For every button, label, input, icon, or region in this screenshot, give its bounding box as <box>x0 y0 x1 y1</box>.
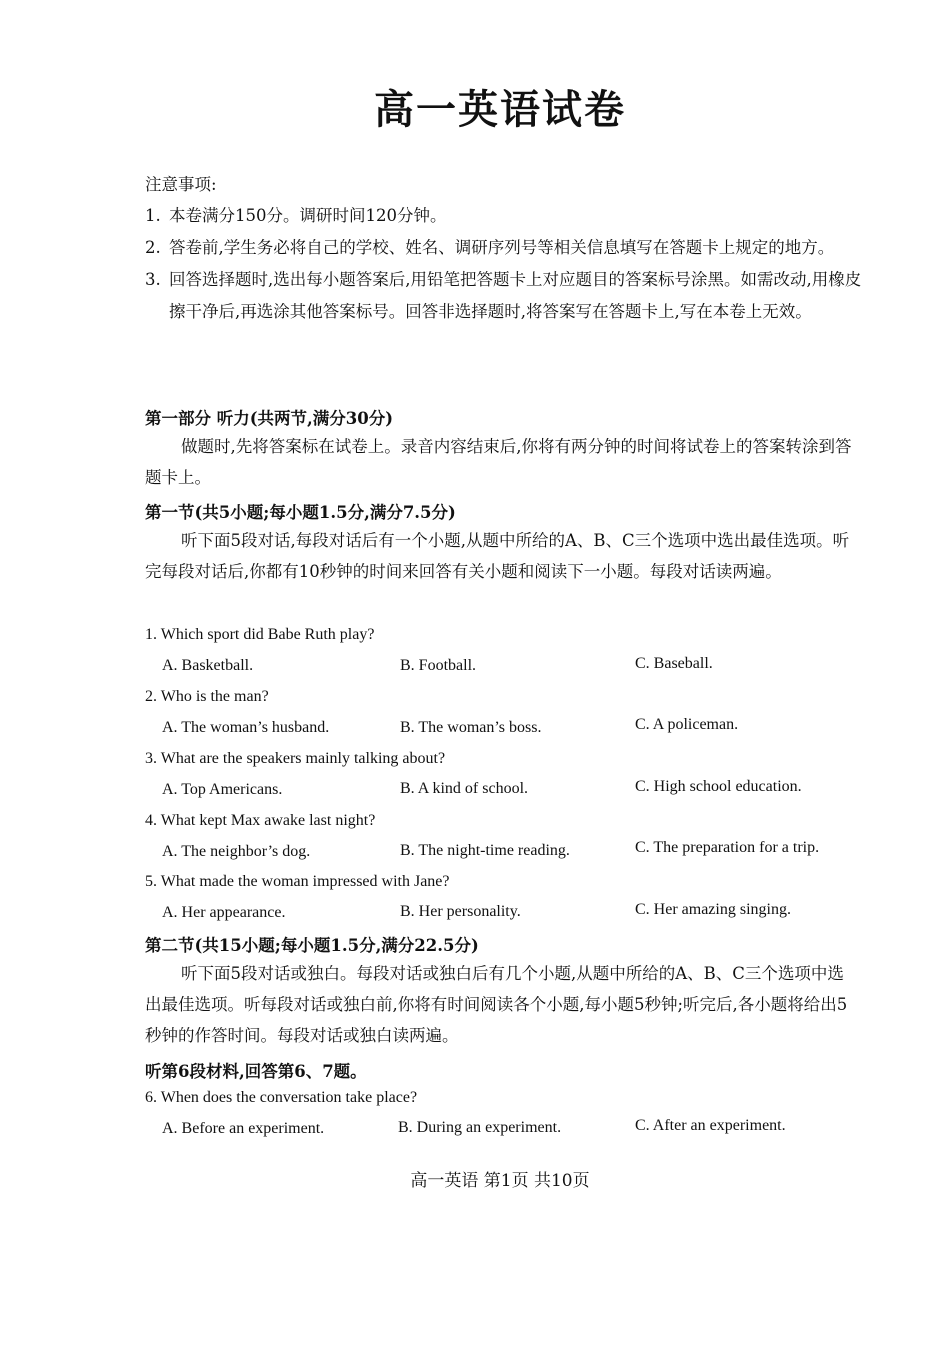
section1-heading: 第一节(共5小题;每小题1.5分,满分7.5分) <box>145 503 456 522</box>
material-instruction: 听第6段材料,回答第6、7题。 <box>145 1062 367 1081</box>
question-4: 4. What kept Max awake last night? <box>145 812 376 829</box>
question-1: 1. Which sport did Babe Ruth play? <box>145 626 375 643</box>
question-3: 3. What are the speakers mainly talking about? <box>145 750 446 767</box>
notice-label: 注意事项: <box>145 175 217 194</box>
option-b: B. During an experiment. <box>398 1119 562 1136</box>
option-b: B. Her personality. <box>400 903 521 920</box>
part1-heading: 第一部分 听力(共两节,满分30分) <box>145 409 394 428</box>
option-a: A. The neighbor’s dog. <box>162 843 311 860</box>
option-b: B. Football. <box>400 657 477 674</box>
option-b: B. The night-time reading. <box>400 842 570 859</box>
option-c: C. Baseball. <box>635 655 713 672</box>
option-c: C. After an experiment. <box>635 1117 786 1134</box>
section2-intro: 听下面5段对话或独白。每段对话或独白后有几个小题,从题中所给的A、B、C三个选项中选出最佳选项。听每段对话或独白前,你将有时间阅读各个小题,每小题5秒钟;听完后,各小题将给出5秒钟的作答时间。每段对话或独白读两遍。 <box>145 964 848 1045</box>
option-b: B. A kind of school. <box>400 780 529 797</box>
page-footer: 高一英语 第1页 共10页 <box>410 1171 590 1191</box>
question-2: 2. Who is the man? <box>145 688 269 705</box>
section2-heading: 第二节(共15小题;每小题1.5分,满分22.5分) <box>145 936 479 955</box>
option-c: C. Her amazing singing. <box>635 901 791 918</box>
notice-item-text: 答卷前,学生务必将自己的学校、姓名、调研序列号等相关信息填写在答题卡上规定的地方。 <box>169 238 835 257</box>
page-title: 高一英语试卷 <box>374 86 626 133</box>
notice-item-number: 3. <box>145 270 161 289</box>
option-a: A. Her appearance. <box>162 904 286 921</box>
notice-item-text: 回答选择题时,选出每小题答案后,用铅笔把答题卡上对应题目的答案标号涂黑。如需改动,用橡皮擦干净后,再选涂其他答案标号。回答非选择题时,将答案写在答题卡上,写在本卷上无效。 <box>169 270 862 321</box>
notice-item <box>145 200 865 232</box>
notice-block <box>145 170 865 328</box>
notice-item-number: 2. <box>145 238 161 257</box>
notice-item-text: 本卷满分150分。调研时间120分钟。 <box>169 206 447 225</box>
option-c: C. High school education. <box>635 778 802 795</box>
notice-item <box>145 264 865 328</box>
option-a: A. Basketball. <box>162 657 254 674</box>
notice-item-number: 1. <box>145 206 161 225</box>
option-c: C. A policeman. <box>635 716 739 733</box>
option-a: A. Before an experiment. <box>162 1120 325 1137</box>
notice-item <box>145 232 865 264</box>
part1-intro: 做题时,先将答案标在试卷上。录音内容结束后,你将有两分钟的时间将试卷上的答案转涂到答题卡上。 <box>145 437 852 487</box>
option-a: A. The woman’s husband. <box>162 719 330 736</box>
section1-intro: 听下面5段对话,每段对话后有一个小题,从题中所给的A、B、C三个选项中选出最佳选项。听完每段对话后,你都有10秒钟的时间来回答有关小题和阅读下一小题。每段对话读两遍。 <box>145 531 850 581</box>
option-b: B. The woman’s boss. <box>400 719 542 736</box>
option-a: A. Top Americans. <box>162 781 283 798</box>
question-6: 6. When does the conversation take place? <box>145 1089 418 1106</box>
option-c: C. The preparation for a trip. <box>635 839 820 856</box>
question-5: 5. What made the woman impressed with Jane? <box>145 873 450 890</box>
